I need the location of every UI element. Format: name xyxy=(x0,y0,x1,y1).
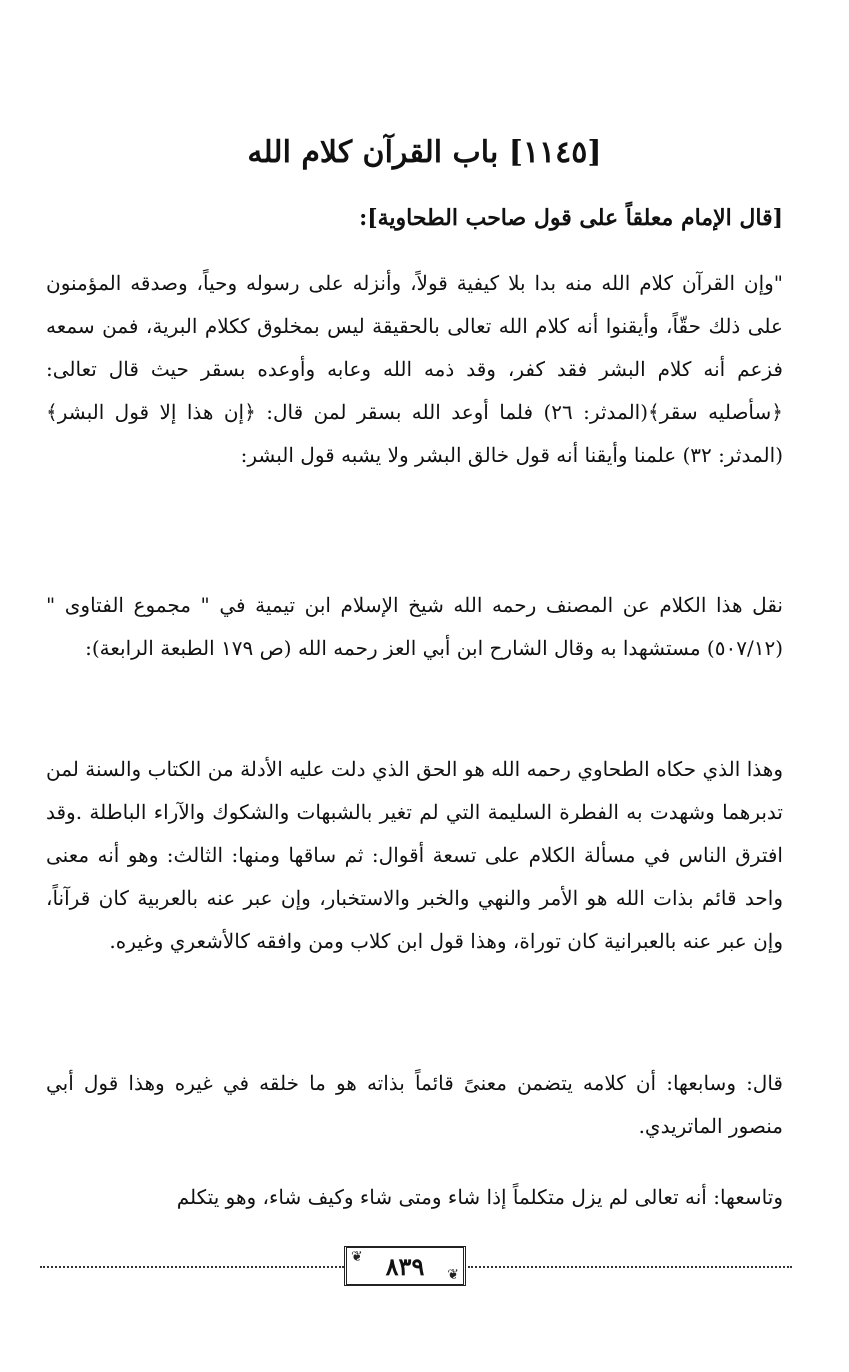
paragraph-source-note: نقل هذا الكلام عن المصنف رحمه الله شيخ الإسلام ابن تيمية في " مجموع الفتاوى " (٥٠٧/١٢) مستشهدا به وقال الشارح ابن أبي العز رحمه الله (ص ١٧٩ الطبعة الرابعة): xyxy=(46,593,783,660)
paragraph-commentary: وهذا الذي حكاه الطحاوي رحمه الله هو الحق الذي دلت عليه الأدلة من الكتاب والسنة لمن تدبرهما وشهدت به الفطرة السليمة التي لم تغير بالشبهات والشكوك والآراء الباطلة .وقد افترق الناس في مسألة الكلام على تسعة أقوال: ثم ساقها ومنها: الثالث: وهو أنه معنى واحد قائم بذات الله هو الأمر والنهي والخبر والاستخبار، وإن عبر عنه بالعربية كان قرآناً، وإن عبر عنه بالعبرانية كان توراة، وهذا قول ابن كلاب ومن وافقه كالأشعري وغيره. xyxy=(46,757,783,953)
corner-ornament-icon: ❦ xyxy=(351,1249,363,1265)
footer-dotted-rule-right xyxy=(468,1266,792,1268)
footer-dotted-rule-left xyxy=(40,1266,344,1268)
paragraph-seventh-view: قال: وسابعها: أن كلامه يتضمن معنىً قائماً بذاته هو ما خلقه في غيره وهذا قول أبي منصور الماتريدي. xyxy=(46,1071,783,1138)
chapter-title: [١١٤٥] باب القرآن كلام الله xyxy=(247,135,602,170)
page-number: ٨٣٩ xyxy=(385,1252,425,1281)
paragraph-ninth-view: وتاسعها: أنه تعالى لم يزل متكلماً إذا شاء ومتى شاء وكيف شاء، وهو يتكلم xyxy=(176,1185,783,1209)
section-subheading: [قال الإمام معلقاً على قول صاحب الطحاوية]: xyxy=(359,205,783,231)
corner-ornament-icon: ❦ xyxy=(447,1267,459,1283)
page-number-frame xyxy=(344,1246,466,1286)
paragraph-quote: "وإن القرآن كلام الله منه بدا بلا كيفية قولاً، وأنزله على رسوله وحياً، وصدقه المؤمنون على ذلك حقّاً، وأيقنوا أنه كلام الله تعالى بالحقيقة ليس بمخلوق ككلام البرية، فمن سمعه فزعم أنه كلام البشر فقد كفر، وقد ذمه الله وعابه وأوعده بسقر حيث قال تعالى: ﴿سأصليه سقر﴾(المدثر: ٢٦) فلما أوعد الله بسقر لمن قال: ﴿إن هذا إلا قول البشر﴾(المدثر: ٣٢) علمنا وأيقنا أنه قول خالق البشر ولا يشبه قول البشر: xyxy=(46,271,783,467)
